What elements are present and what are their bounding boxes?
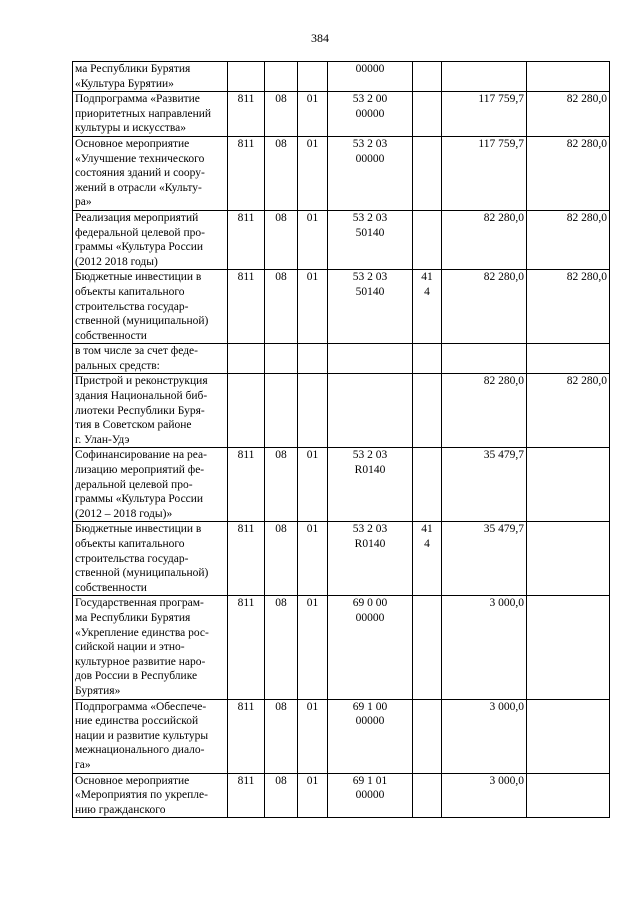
subsection-code-cell xyxy=(298,92,328,137)
total-sum-cell xyxy=(442,522,527,596)
admin-code-text: 811 xyxy=(237,597,255,610)
total-sum-cell xyxy=(442,92,527,137)
target-article-cell xyxy=(328,522,413,596)
row-name-cell xyxy=(73,374,228,448)
target-article-cell xyxy=(328,92,413,137)
expense-type-cell xyxy=(413,374,442,448)
table-row xyxy=(73,773,610,818)
subsection-code-text: 01 xyxy=(306,774,319,787)
target-article-cell xyxy=(328,699,413,773)
row-name-text: Бюджетные инвестиции в объекты капитального строительства государ- ственной (муниципальной) собственности xyxy=(75,271,209,342)
target-article-text: 53 2 00 00000 xyxy=(352,93,388,120)
admin-code-cell xyxy=(228,596,265,699)
admin-code-text: 811 xyxy=(237,271,255,284)
section-code-cell xyxy=(265,773,298,818)
row-name-text: Основное мероприятие «Мероприятия по укрепле- нию гражданского xyxy=(75,774,208,816)
total-sum-text: 35 479,7 xyxy=(483,523,524,536)
table-row xyxy=(73,344,610,374)
federal-sum-cell xyxy=(527,62,610,92)
federal-sum-cell xyxy=(527,773,610,818)
admin-code-cell xyxy=(228,374,265,448)
total-sum-cell xyxy=(442,374,527,448)
total-sum-cell xyxy=(442,773,527,818)
admin-code-text: 811 xyxy=(237,137,255,150)
total-sum-cell xyxy=(442,448,527,522)
subsection-code-text: 01 xyxy=(306,700,319,713)
section-code-text: 08 xyxy=(275,523,287,536)
admin-code-cell xyxy=(228,344,265,374)
target-article-cell xyxy=(328,374,413,448)
row-name-text: Пристрой и реконструкция здания Национальной биб- лиотеки Республики Буря- тия в Советском районе г. Улан-Удэ xyxy=(75,375,208,446)
total-sum-text: 3 000,0 xyxy=(489,597,524,610)
section-code-text: 08 xyxy=(275,597,287,610)
federal-sum-text: 82 280,0 xyxy=(566,211,607,224)
expense-type-cell xyxy=(413,773,442,818)
section-code-cell xyxy=(265,270,298,344)
budget-table xyxy=(72,61,610,818)
federal-sum-text: 82 280,0 xyxy=(566,93,607,106)
admin-code-text: 811 xyxy=(237,700,255,713)
row-name-cell xyxy=(73,62,228,92)
federal-sum-cell xyxy=(527,596,610,699)
admin-code-text: 811 xyxy=(237,523,255,536)
subsection-code-text: 01 xyxy=(306,137,319,150)
admin-code-cell xyxy=(228,136,265,210)
section-code-cell xyxy=(265,210,298,269)
target-article-text: 53 2 03 50140 xyxy=(352,271,388,298)
section-code-cell xyxy=(265,522,298,596)
subsection-code-text: 01 xyxy=(306,211,319,224)
row-name-text: Реализация мероприятий федеральной целевой про- граммы «Культура России (2012 2018 годы) xyxy=(75,211,205,268)
federal-sum-text: 82 280,0 xyxy=(566,375,607,388)
expense-type-cell xyxy=(413,344,442,374)
section-code-text: 08 xyxy=(275,211,287,224)
total-sum-text: 3 000,0 xyxy=(489,774,524,787)
target-article-cell xyxy=(328,448,413,522)
row-name-cell xyxy=(73,136,228,210)
subsection-code-text: 01 xyxy=(306,597,319,610)
section-code-cell xyxy=(265,136,298,210)
expense-type-cell xyxy=(413,136,442,210)
admin-code-cell xyxy=(228,522,265,596)
admin-code-cell xyxy=(228,699,265,773)
row-name-cell xyxy=(73,699,228,773)
table-row xyxy=(73,270,610,344)
expense-type-cell xyxy=(413,596,442,699)
row-name-cell xyxy=(73,344,228,374)
target-article-text: 69 0 00 00000 xyxy=(352,597,388,625)
target-article-cell xyxy=(328,62,413,92)
total-sum-cell xyxy=(442,270,527,344)
subsection-code-cell xyxy=(298,699,328,773)
table-row xyxy=(73,92,610,137)
expense-type-cell xyxy=(413,92,442,137)
subsection-code-text: 01 xyxy=(306,271,319,284)
target-article-cell xyxy=(328,596,413,699)
row-name-cell xyxy=(73,773,228,818)
expense-type-text: 41 4 xyxy=(421,271,433,298)
total-sum-cell xyxy=(442,344,527,374)
federal-sum-cell xyxy=(527,344,610,374)
target-article-text: 53 2 03 R0140 xyxy=(352,523,388,551)
row-name-text: Подпрограмма «Обеспече- ние единства российской нации и развитие культуры межнационального диало- га» xyxy=(75,700,209,771)
table-row xyxy=(73,210,610,269)
table-row xyxy=(73,374,610,448)
budget-table-body xyxy=(73,62,610,818)
admin-code-text: 811 xyxy=(237,211,255,224)
subsection-code-cell xyxy=(298,270,328,344)
section-code-text: 08 xyxy=(275,93,287,106)
expense-type-cell xyxy=(413,210,442,269)
section-code-text: 08 xyxy=(275,774,287,787)
table-row xyxy=(73,699,610,773)
target-article-text: 00000 xyxy=(355,63,385,75)
target-article-text: 69 1 00 00000 xyxy=(352,700,388,728)
total-sum-cell xyxy=(442,136,527,210)
table-row xyxy=(73,448,610,522)
federal-sum-cell xyxy=(527,270,610,344)
admin-code-text: 811 xyxy=(237,774,255,787)
subsection-code-text: 01 xyxy=(306,523,319,536)
target-article-cell xyxy=(328,773,413,818)
total-sum-text: 82 280,0 xyxy=(483,375,524,388)
subsection-code-cell xyxy=(298,136,328,210)
expense-type-cell xyxy=(413,699,442,773)
subsection-code-cell xyxy=(298,210,328,269)
subsection-code-text: 01 xyxy=(306,449,319,462)
row-name-text: Софинансирование на реа- лизацию мероприятий фе- деральной целевой про- граммы «Культура России (2012 – 2018 годы)» xyxy=(75,449,207,520)
admin-code-text: 811 xyxy=(237,93,255,106)
total-sum-text: 117 759,7 xyxy=(478,137,524,150)
federal-sum-text: 82 280,0 xyxy=(566,137,607,150)
expense-type-text: 41 4 xyxy=(421,523,433,551)
row-name-cell xyxy=(73,210,228,269)
subsection-code-cell xyxy=(298,344,328,374)
table-row xyxy=(73,62,610,92)
section-code-cell xyxy=(265,344,298,374)
admin-code-cell xyxy=(228,62,265,92)
row-name-text: Основное мероприятие «Улучшение технического состояния зданий и соору- жений в отрасли «Культу- ра» xyxy=(75,137,205,209)
table-row xyxy=(73,136,610,210)
admin-code-cell xyxy=(228,448,265,522)
target-article-text: 53 2 03 00000 xyxy=(352,137,388,165)
section-code-text: 08 xyxy=(275,449,287,462)
row-name-cell xyxy=(73,522,228,596)
admin-code-cell xyxy=(228,270,265,344)
total-sum-cell xyxy=(442,699,527,773)
federal-sum-cell xyxy=(527,92,610,137)
subsection-code-cell xyxy=(298,448,328,522)
subsection-code-cell xyxy=(298,374,328,448)
row-name-text: Государственная програм- ма Республики Бурятия «Укрепление единства рос- сийской нации и этно- культурное развитие наро- дов России в Республике Бурятия» xyxy=(75,597,209,698)
admin-code-cell xyxy=(228,773,265,818)
total-sum-cell xyxy=(442,210,527,269)
total-sum-text: 82 280,0 xyxy=(483,211,524,224)
total-sum-text: 82 280,0 xyxy=(483,271,524,284)
row-name-cell xyxy=(73,92,228,137)
subsection-code-text: 01 xyxy=(306,93,319,106)
row-name-cell xyxy=(73,270,228,344)
admin-code-text: 811 xyxy=(237,449,255,462)
row-name-text: ма Республики Бурятия «Культура Бурятии» xyxy=(75,63,191,90)
total-sum-cell xyxy=(442,62,527,92)
federal-sum-cell xyxy=(527,448,610,522)
row-name-text: в том числе за счет феде- ральных средств: xyxy=(75,345,198,372)
section-code-cell xyxy=(265,699,298,773)
subsection-code-cell xyxy=(298,522,328,596)
expense-type-cell xyxy=(413,62,442,92)
table-row xyxy=(73,596,610,699)
federal-sum-text: 82 280,0 xyxy=(566,271,607,284)
total-sum-text: 117 759,7 xyxy=(478,93,524,106)
subsection-code-cell xyxy=(298,773,328,818)
target-article-cell xyxy=(328,210,413,269)
subsection-code-cell xyxy=(298,62,328,92)
federal-sum-cell xyxy=(527,699,610,773)
target-article-text: 53 2 03 R0140 xyxy=(352,449,388,477)
section-code-cell xyxy=(265,374,298,448)
total-sum-cell xyxy=(442,596,527,699)
section-code-text: 08 xyxy=(275,137,287,150)
target-article-text: 69 1 01 00000 xyxy=(352,774,388,802)
federal-sum-cell xyxy=(527,210,610,269)
table-row xyxy=(73,522,610,596)
section-code-text: 08 xyxy=(275,700,287,713)
expense-type-cell xyxy=(413,522,442,596)
row-name-cell xyxy=(73,448,228,522)
federal-sum-cell xyxy=(527,522,610,596)
section-code-cell xyxy=(265,448,298,522)
row-name-text: Подпрограмма «Развитие приоритетных направлений культуры и искусства» xyxy=(75,93,212,135)
target-article-cell xyxy=(328,344,413,374)
row-name-cell xyxy=(73,596,228,699)
section-code-cell xyxy=(265,62,298,92)
expense-type-cell xyxy=(413,270,442,344)
section-code-cell xyxy=(265,596,298,699)
section-code-cell xyxy=(265,92,298,137)
target-article-text: 53 2 03 50140 xyxy=(352,211,388,239)
expense-type-cell xyxy=(413,448,442,522)
federal-sum-cell xyxy=(527,136,610,210)
target-article-cell xyxy=(328,136,413,210)
section-code-text: 08 xyxy=(275,271,287,284)
target-article-cell xyxy=(328,270,413,344)
admin-code-cell xyxy=(228,92,265,137)
subsection-code-cell xyxy=(298,596,328,699)
row-name-text: Бюджетные инвестиции в объекты капитального строительства государ- ственной (муниципальной) собственности xyxy=(75,523,209,594)
admin-code-cell xyxy=(228,210,265,269)
page-number: 384 xyxy=(311,31,329,45)
total-sum-text: 3 000,0 xyxy=(489,700,524,713)
total-sum-text: 35 479,7 xyxy=(483,449,524,462)
federal-sum-cell xyxy=(527,374,610,448)
